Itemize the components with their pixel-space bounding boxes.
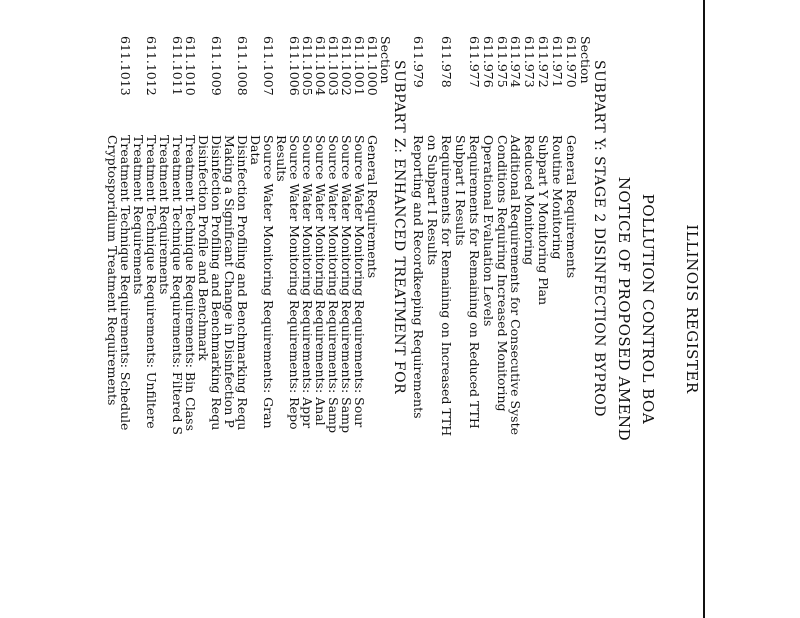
header-rule [703, 0, 705, 618]
section-number: 611.1004 [313, 36, 328, 96]
section-title: Treatment Technique Requirements: Unfiltere [144, 135, 159, 429]
subpart-z-heading: SUBPART Z: ENHANCED TREATMENT FOR [391, 60, 407, 395]
section-number: 611.977 [466, 36, 482, 88]
section-number: 611.978 [439, 36, 454, 88]
section-number: 611.1002 [339, 36, 354, 96]
notice-title: NOTICE OF PROPOSED AMEND [615, 176, 633, 442]
section-title: Reduced Monitoring [522, 135, 538, 266]
section-number: 611.1003 [326, 36, 341, 96]
section-title: Requirements for Remaining on Increased TTH [439, 135, 454, 437]
section-title: Results [274, 135, 289, 182]
section-title: Subpart I Results [452, 135, 468, 246]
section-title: Reporting and Recordkeeping Requirements [411, 135, 427, 419]
section-title: Treatment Technique Requirements: Bin Class [183, 135, 198, 431]
section-number: 611.979 [411, 36, 427, 88]
section-title: General Requirements [365, 135, 380, 279]
section-number: 611.1012 [144, 36, 159, 96]
section-number: 611.1011 [170, 36, 185, 96]
section-title: General Requirements [564, 135, 580, 279]
section-title: Treatment Requirements [157, 135, 172, 295]
section-title: on Subpart I Results [425, 135, 441, 266]
section-number: 611.971 [550, 36, 566, 88]
section-title: Routine Monitoring [550, 135, 566, 260]
section-title: Source Water Monitoring Requirements: Repo [287, 135, 302, 430]
section-number: 611.1008 [235, 36, 250, 96]
section-title: Disinfection Profiling and Benchmarking Requ [235, 135, 250, 431]
section-title: Source Water Monitoring Requirements: Sour [352, 135, 367, 428]
subpart-y-heading: SUBPART Y: STAGE 2 DISINFECTION BYPROD [591, 60, 607, 417]
section-number: 611.973 [522, 36, 538, 88]
section-number: 611.1000 [365, 36, 380, 96]
section-number: 611.976 [480, 36, 496, 88]
section-title: Operational Evaluation Levels [480, 135, 496, 327]
section-number: 611.1001 [352, 36, 367, 96]
section-number: Section [378, 36, 393, 84]
section-title: Conditions Requiring Increased Monitoring [494, 135, 510, 412]
section-title: Cryptosporidium Treatment Requirements [105, 135, 120, 406]
board-title: POLLUTION CONTROL BOA [639, 193, 657, 425]
section-number: Section [578, 36, 593, 84]
section-title: Treatment Requirements [131, 135, 146, 295]
section-title: Subpart Y Monitoring Plan [536, 135, 552, 306]
section-title: Disinfection Profile and Benchmark [196, 135, 211, 361]
register-title: ILLINOIS REGISTER [683, 224, 701, 394]
section-title: Source Water Monitoring Requirements: Anal [313, 135, 328, 426]
section-title: Source Water Monitoring Requirements: Gran [261, 135, 276, 429]
section-number: 611.975 [494, 36, 510, 88]
section-title: Making a Significant Change in Disinfection P [222, 135, 237, 428]
section-number: 611.1006 [287, 36, 302, 96]
section-title: Disinfection Profiling and Benchmarking Requ [209, 135, 224, 431]
section-number: 611.972 [536, 36, 552, 88]
section-number: 611.970 [564, 36, 580, 88]
section-title: Requirements for Remaining on Reduced TTH [466, 135, 482, 429]
section-title: Treatment Technique Requirements: Filtered S [170, 135, 185, 435]
section-number: 611.1005 [300, 36, 315, 96]
section-title: Additional Requirements for Consecutive Syste [508, 135, 524, 436]
section-title: Source Water Monitoring Requirements: Samp [326, 135, 341, 434]
section-title: Source Water Monitoring Requirements: Appr [300, 135, 315, 429]
section-number: 611.1013 [118, 36, 133, 96]
section-title: Data [248, 135, 263, 165]
section-number: 611.974 [508, 36, 524, 88]
section-number: 611.1007 [261, 36, 276, 96]
section-title: Source Water Monitoring Requirements: Samp [339, 135, 354, 434]
section-title: Treatment Technique Requirements: Schedule [118, 135, 133, 431]
section-number: 611.1009 [209, 36, 224, 96]
section-number: 611.1010 [183, 36, 198, 96]
